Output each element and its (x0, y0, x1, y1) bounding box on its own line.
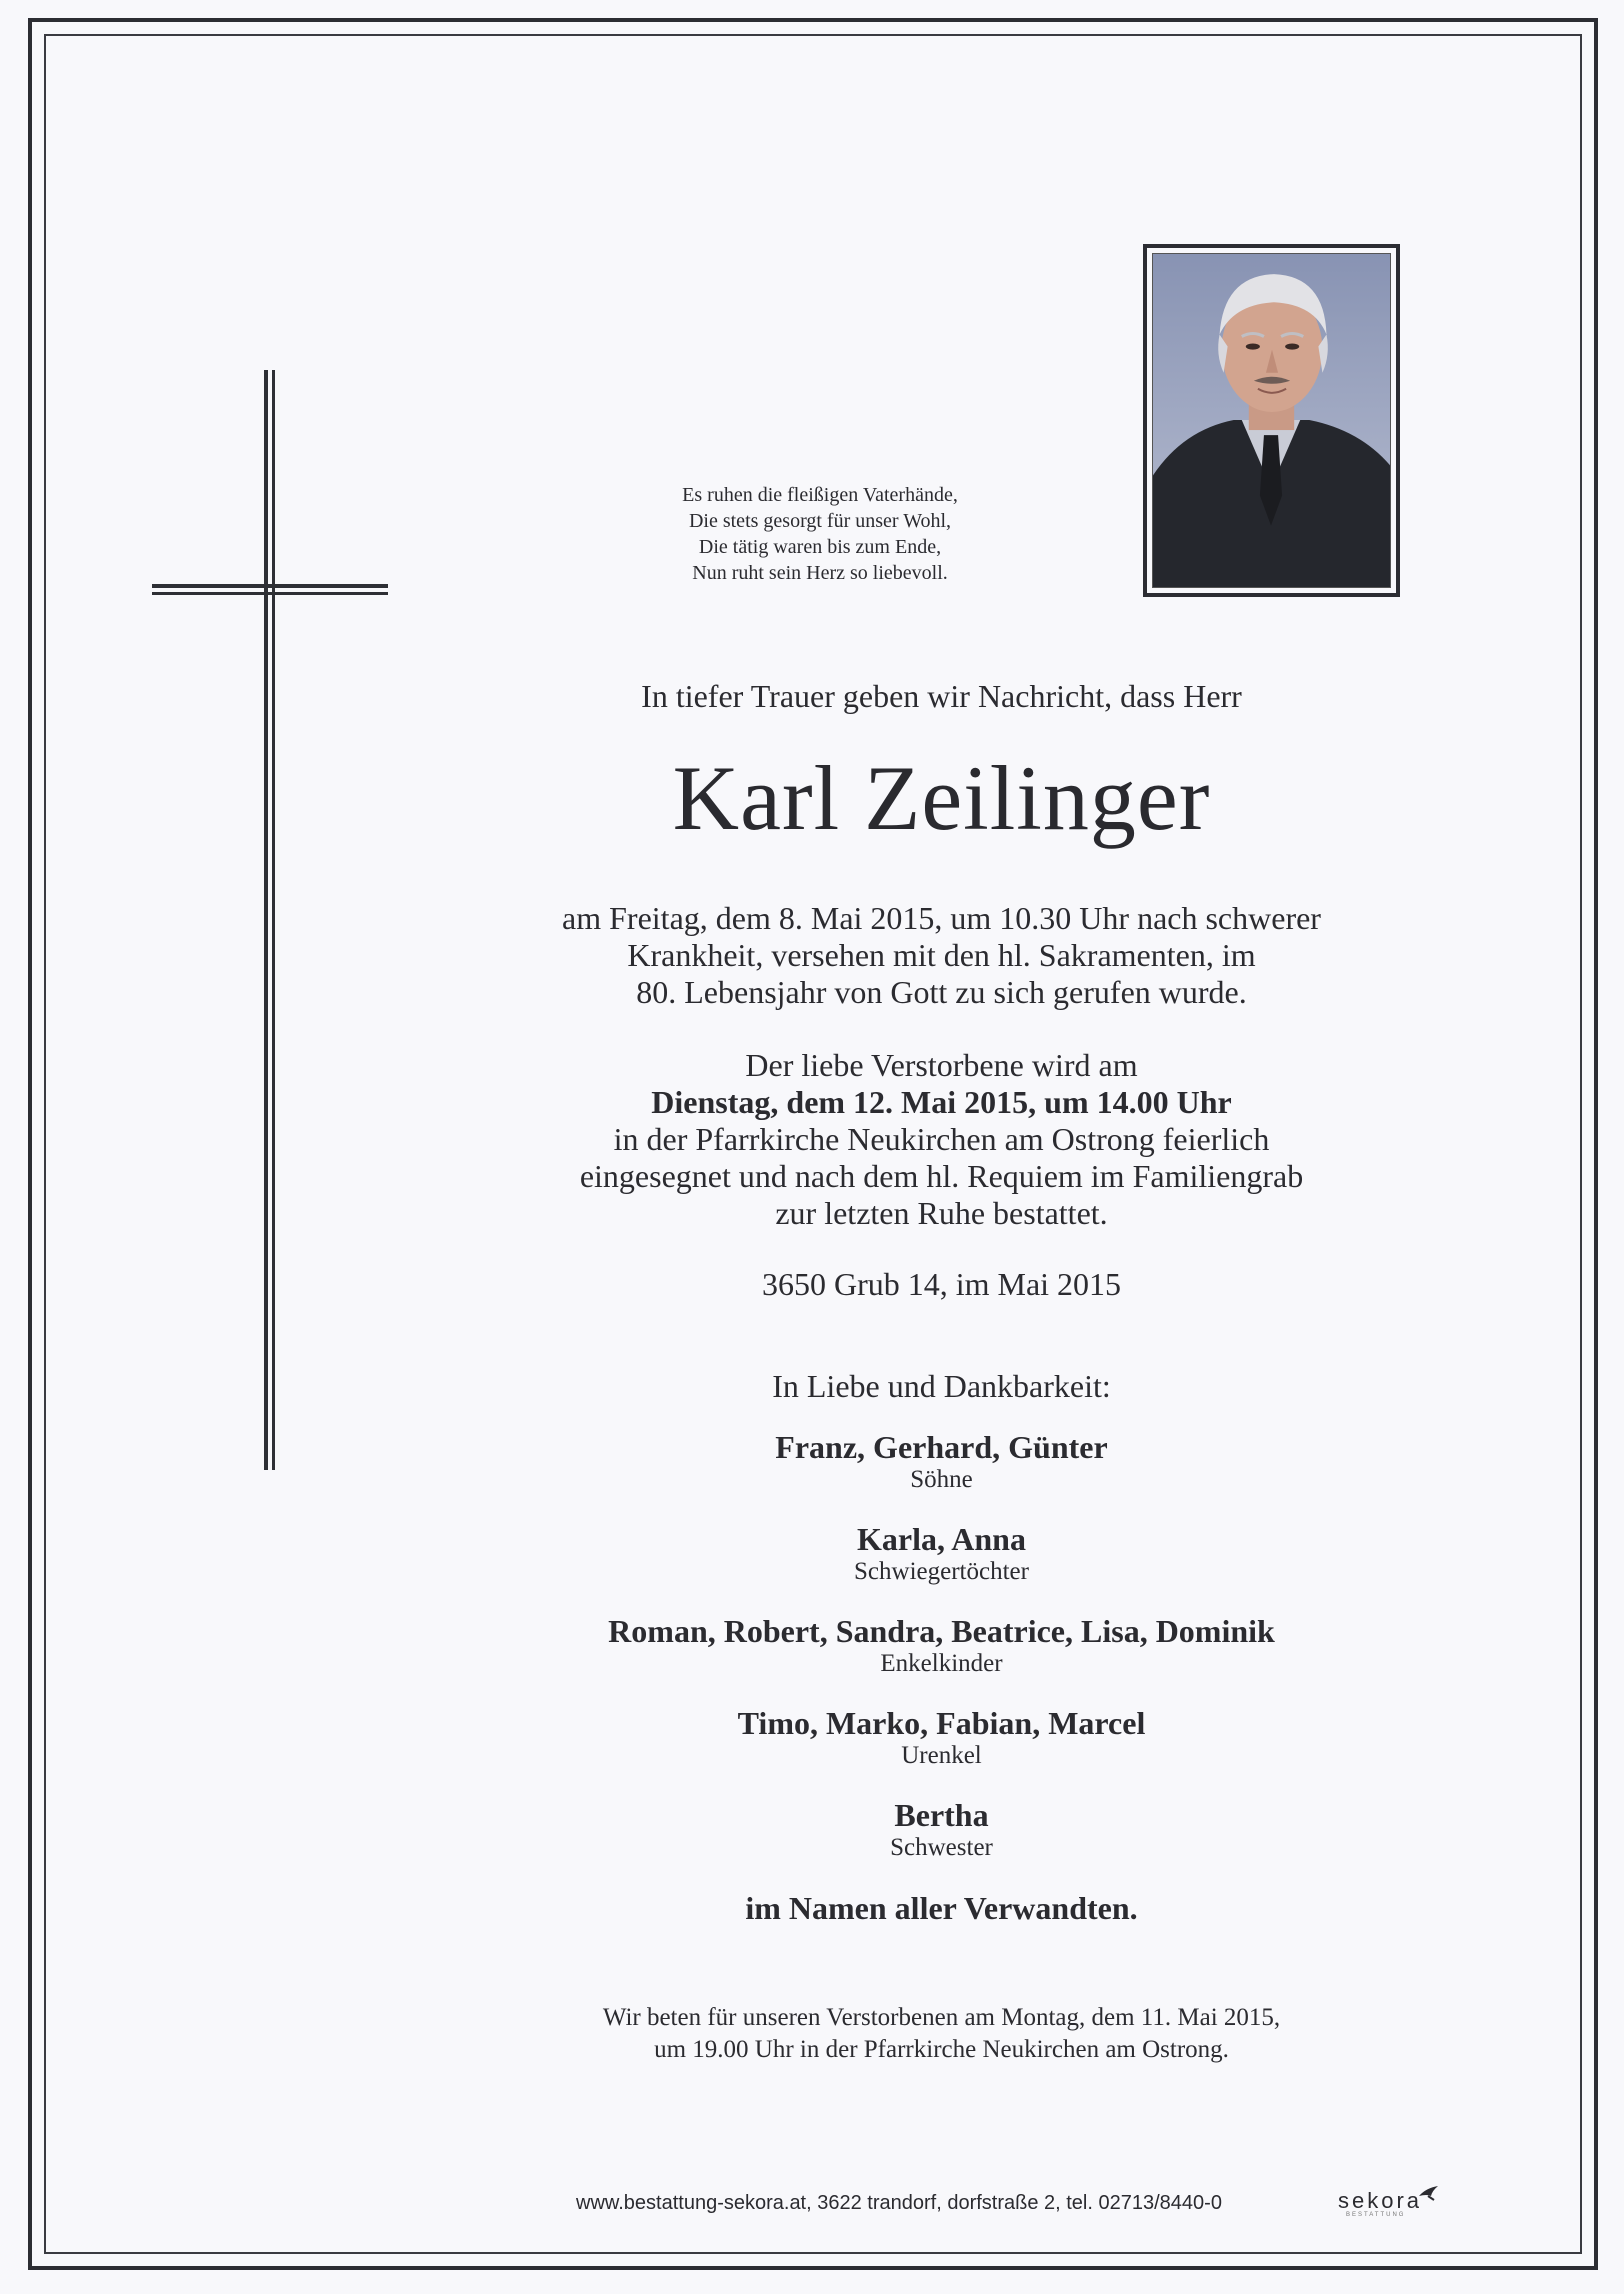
family-group (145, 1613, 1624, 1679)
place-date: 3650 Grub 14, im Mai 2015 (761, 1266, 1122, 1302)
sekora-logo-subtitle: BESTATTUNG (1346, 2212, 1406, 2218)
cross-horizontal-bar-inner (152, 592, 388, 595)
family-group (145, 1797, 1624, 1863)
family-names: Franz, Gerhard, Günter (775, 1429, 1108, 1465)
family-names: Bertha (894, 1797, 989, 1833)
funeral-line: Der liebe Verstorbene wird am (745, 1047, 1138, 1083)
death-notice-line: Krankheit, versehen mit den hl. Sakramenten, im (627, 937, 1256, 973)
verse (560, 482, 1080, 586)
cross-horizontal-bar (152, 584, 388, 588)
verse-line: Nun ruht sein Herz so liebevoll. (692, 562, 948, 584)
sekora-logo-text: sekora (1338, 2188, 1423, 2213)
funeral-notice (145, 1047, 1624, 1232)
portrait-photo-frame (1143, 244, 1400, 597)
prayer-line: um 19.00 Uhr in der Pfarrkirche Neukirchen am Ostrong. (654, 2036, 1229, 2063)
funeral-date: Dienstag, dem 12. Mai 2015, um 14.00 Uhr (651, 1084, 1232, 1120)
death-notice-line: am Freitag, dem 8. Mai 2015, um 10.30 Uhr nach schwerer (562, 900, 1321, 936)
family-relation: Urenkel (901, 1742, 982, 1769)
family-group (145, 1429, 1624, 1495)
family-group (145, 1705, 1624, 1771)
family-names: Roman, Robert, Sandra, Beatrice, Lisa, Dominik (608, 1613, 1275, 1649)
family-names: Timo, Marko, Fabian, Marcel (737, 1705, 1146, 1741)
deceased-name: Karl Zeilinger (672, 747, 1211, 849)
closing-line: im Namen aller Verwandten. (745, 1890, 1138, 1926)
prayer-line: Wir beten für unseren Verstorbenen am Montag, dem 11. Mai 2015, (602, 2004, 1281, 2031)
funeral-line: in der Pfarrkirche Neukirchen am Ostrong feierlich (613, 1121, 1270, 1157)
death-notice-line: 80. Lebensjahr von Gott zu sich gerufen wurde. (636, 974, 1247, 1010)
portrait-photo (1152, 253, 1391, 588)
funeral-home-imprint: www.bestattung-sekora.at, 3622 trandorf, dorfstraße 2, tel. 02713/8440-0 (576, 2192, 1222, 2214)
funeral-line: zur letzten Ruhe bestattet. (775, 1195, 1108, 1231)
portrait-illustration (1153, 254, 1390, 587)
funeral-line: eingesegnet und nach dem hl. Requiem im Familiengrab (579, 1158, 1304, 1194)
gratitude-line: In Liebe und Dankbarkeit: (772, 1368, 1111, 1404)
verse-line: Die stets gesorgt für unser Wohl, (688, 510, 952, 532)
family-relation: Schwiegertöchter (854, 1558, 1029, 1585)
family-group (145, 1521, 1624, 1587)
family-names: Karla, Anna (857, 1521, 1026, 1557)
death-notice (145, 900, 1624, 1011)
family-relation: Söhne (910, 1466, 973, 1493)
intro-text: In tiefer Trauer geben wir Nachricht, dass Herr (641, 678, 1242, 714)
verse-line: Es ruhen die fleißigen Vaterhände, (682, 484, 958, 506)
verse-line: Die tätig waren bis zum Ende, (698, 536, 942, 558)
prayer-note (145, 2002, 1624, 2066)
family-relation: Schwester (890, 1834, 993, 1861)
family-relation: Enkelkinder (880, 1650, 1003, 1677)
sekora-bird-logo-icon (1418, 2184, 1440, 2202)
